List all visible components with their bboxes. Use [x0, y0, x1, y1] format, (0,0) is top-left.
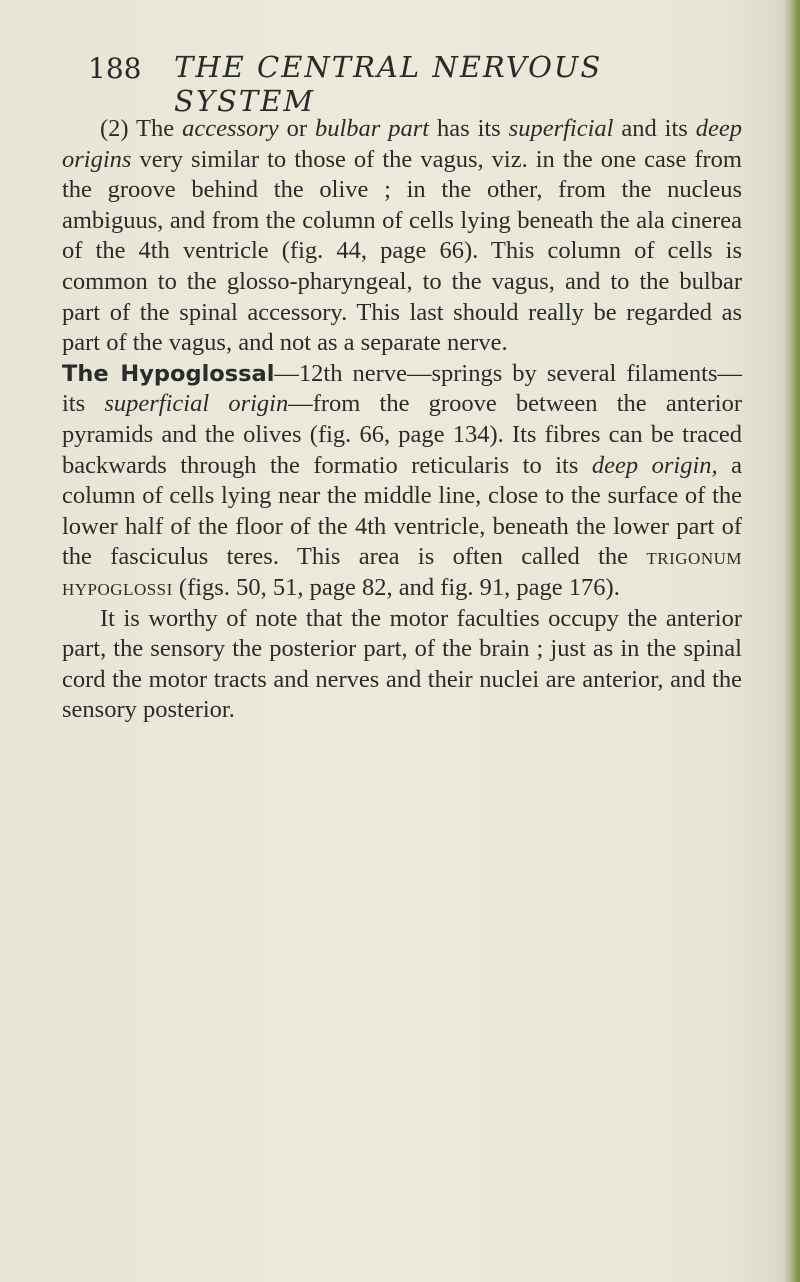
text-span: (figs. 50, 51, page 82, and fig. 91, page 176). — [172, 573, 620, 601]
page-header — [88, 50, 748, 118]
italic-term: bulbar part — [314, 115, 430, 142]
page-number: 188 — [88, 52, 142, 85]
italic-term: accessory — [182, 115, 279, 142]
section-heading: The Hypoglossal — [62, 360, 275, 387]
italic-term: deep origins — [62, 115, 742, 173]
page-edge-shadow — [784, 0, 800, 1282]
text-span: —12th nerve—springs by several filaments—its — [62, 359, 742, 418]
text-span: very similar to those of the vagus, viz. in the one case from the groove behind the olive ; in the other, from the nucleus ambiguus, and from the column of cells lying beneath the ala cinerea of the 4th ventricle (fig. 44, page 66). This column of cells is common to the glosso-pharyngeal, to the vagus, and to the bulbar part of the spinal accessory. This last should really be regarded as part of the vagus, and not as a separate nerve. — [62, 145, 742, 357]
paragraph-accessory — [62, 114, 742, 359]
text-span: a column of cells lying near the middle line, close to the surface of the lower half of the floor of the 4th ventricle, beneath the lower part of the fasciculus teres. This area is often called the — [62, 451, 742, 571]
running-head: THE CENTRAL NERVOUS SYSTEM — [174, 50, 603, 118]
italic-term: deep origin, — [591, 451, 718, 479]
text-span: and its — [613, 115, 696, 142]
small-caps-term: trigonum hypoglossi — [62, 543, 742, 601]
italic-term: superficial — [508, 115, 614, 142]
text-span: (2) The — [100, 115, 183, 142]
italic-term: superficial origin — [104, 390, 289, 418]
text-span: or — [278, 115, 315, 142]
text-span: —from the groove between the anterior pyramids and the olives (fig. 66, page 134). Its fibres can be traced backwards through the formatio reticularis to its — [62, 390, 742, 479]
paragraph-note: It is worthy of note that the motor faculties occupy the anterior part, the sensory the posterior part, of the brain ; just as in the spinal cord the motor tracts and nerves and their nuclei are anterior, and the sensory posterior. — [62, 604, 742, 724]
paragraph-hypoglossal — [62, 359, 742, 604]
text-span: has its — [429, 115, 509, 142]
body-text — [62, 114, 742, 726]
